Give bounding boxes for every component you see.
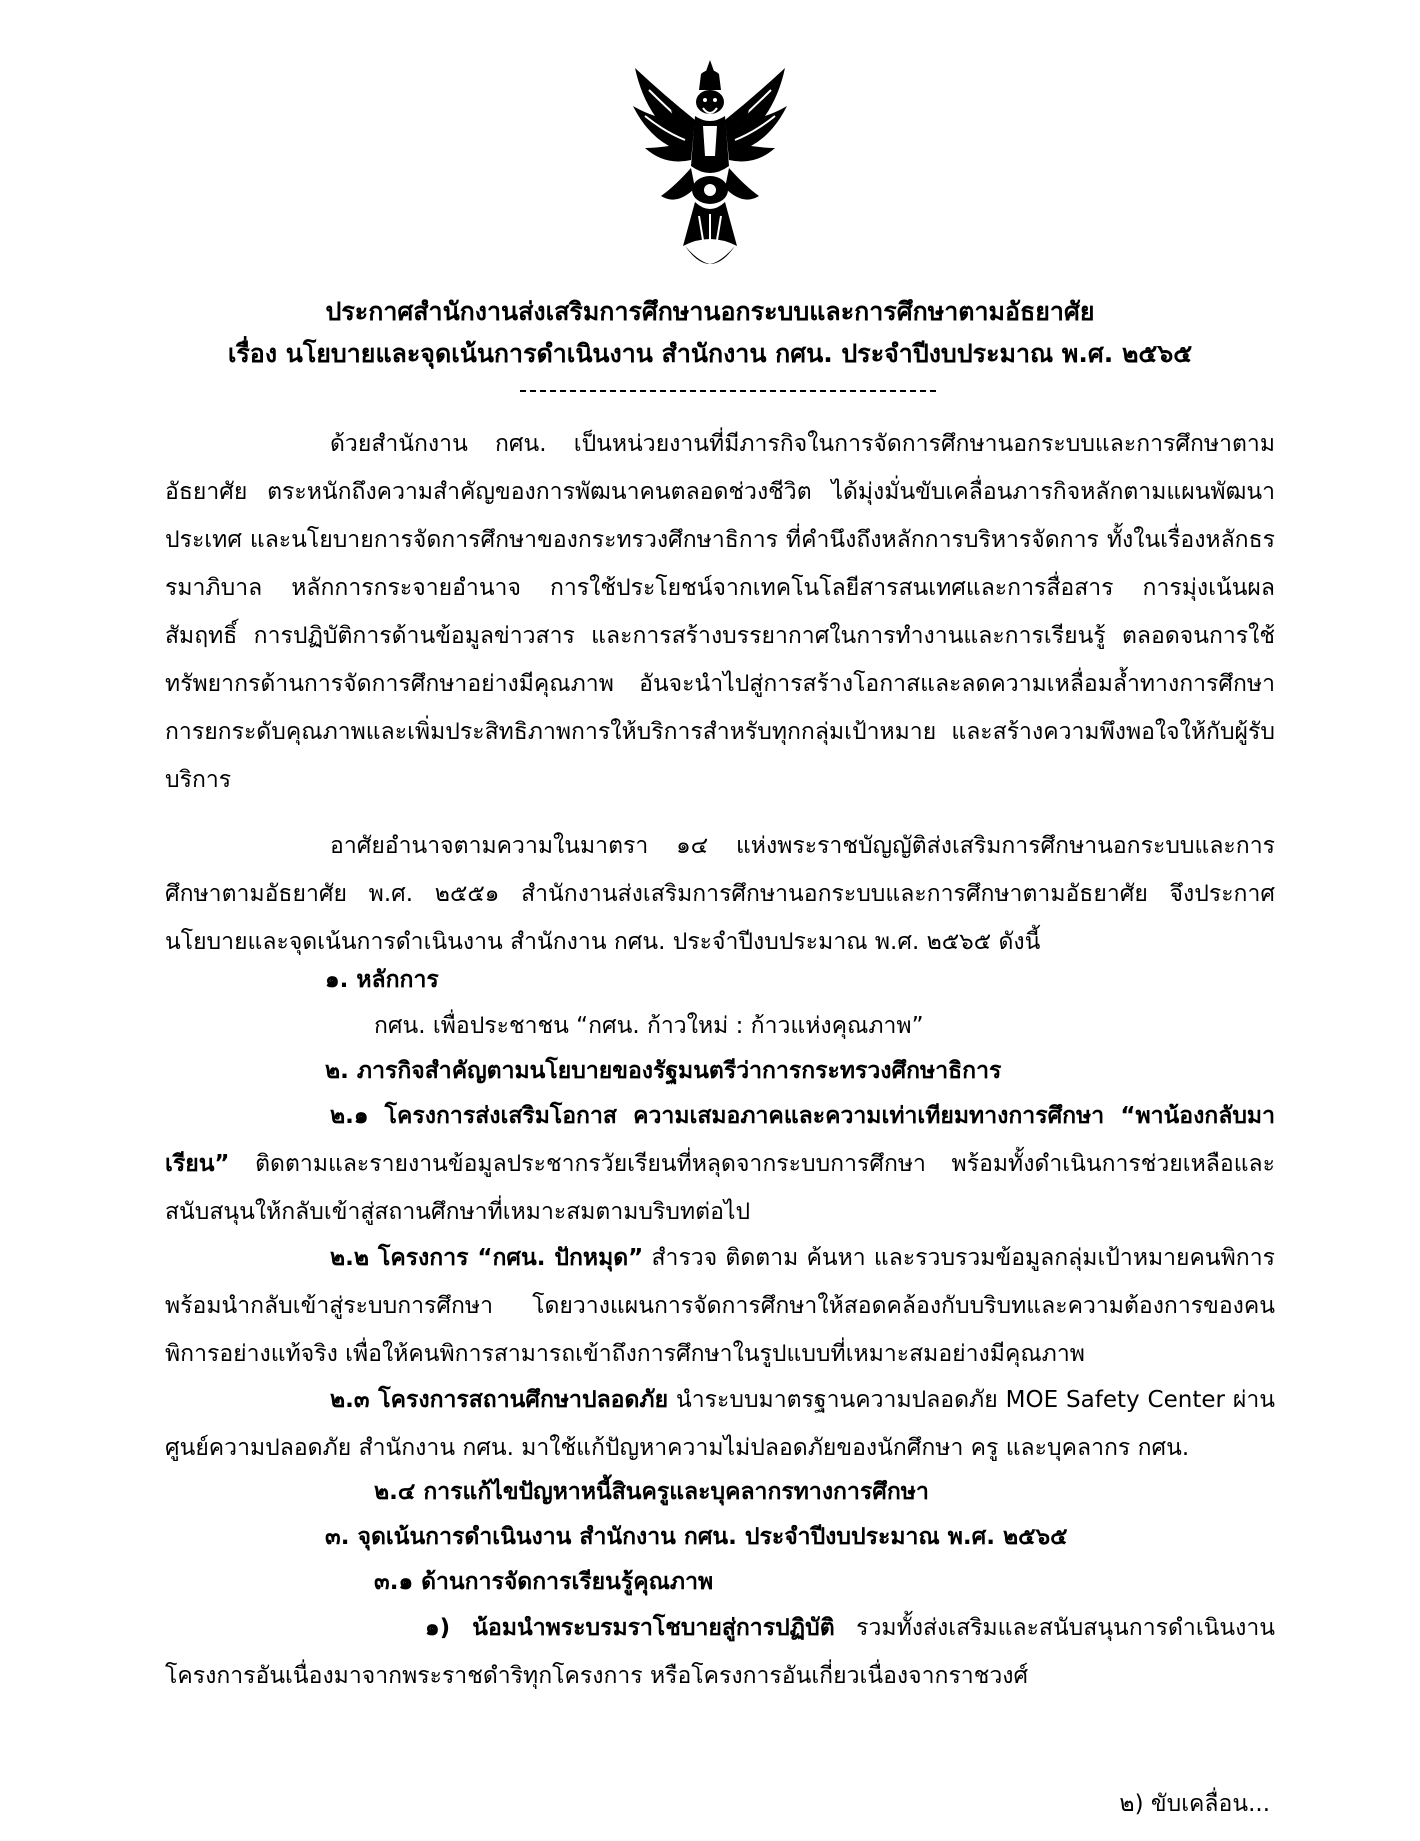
item-3-1-1-text: รวมทั้งส่งเสริมและสนับสนุนการดำเนินงานโครงการอันเนื่องมาจากพระราชดำริทุกโครงการ หรือโครงการอันเกี่ยวเนื่องจากราชวงศ์ [165,1615,1275,1689]
item-3-1-heading: ๓.๑ ด้านการจัดการเรียนรู้คุณภาพ [374,1569,714,1595]
intro-paragraph [165,420,1275,804]
continuation-marker: ๒) ขับเคลื่อน... [1119,1791,1270,1817]
item-2-3 [165,1376,1275,1472]
announcement-title: ประกาศสำนักงานส่งเสริมการศึกษานอกระบบและการศึกษาตามอัธยาศัย [325,297,1095,326]
item-2-2-text: สำรวจ ติดตาม ค้นหา และรวบรวมข้อมูลกลุ่มเป้าหมายคนพิการ พร้อมนำกลับเข้าสู่ระบบการศึกษา โดยวางแผนการจัดการศึกษาให้สอดคล้องกับบริบทและความต้องการของคนพิการอย่างแท้จริง เพื่อให้คนพิการสามารถเข้าถึงการศึกษาในรูปแบบที่เหมาะสมอย่างมีคุณภาพ [165,1245,1275,1367]
item-2-2 [165,1234,1275,1378]
item-2-1 [165,1092,1275,1236]
title-divider [520,390,936,392]
section-2-heading: ๒. ภารกิจสำคัญตามนโยบายของรัฐมนตรีว่าการกระทรวงศึกษาธิการ [325,1058,1002,1084]
announcement-subject: เรื่อง นโยบายและจุดเน้นการดำเนินงาน สำนักงาน กศน. ประจำปีงบประมาณ พ.ศ. ๒๕๖๕ [227,339,1193,368]
authority-text: อาศัยอำนาจตามความในมาตรา ๑๔ แห่งพระราชบัญญัติส่งเสริมการศึกษานอกระบบและการศึกษาตามอัธยาศัย พ.ศ. ๒๕๕๑ สำนักงานส่งเสริมการศึกษานอกระบบและการศึกษาตามอัธยาศัย จึงประกาศนโยบายและจุดเน้นการดำเนินงาน สำนักงาน กศน. ประจำปีงบประมาณ พ.ศ. ๒๕๖๕ ดังนี้ [165,833,1275,955]
authority-paragraph [165,822,1275,966]
section-1-text: กศน. เพื่อประชาชน “กศน. ก้าวใหม่ : ก้าวแห่งคุณภาพ” [374,1013,924,1039]
section-3-heading: ๓. จุดเน้นการดำเนินงาน สำนักงาน กศน. ประจำปีงบประมาณ พ.ศ. ๒๕๖๕ [325,1524,1068,1550]
item-2-1-title: ๒.๑ โครงการส่งเสริมโอกาส ความเสมอภาคและความเท่าเทียมทางการศึกษา “พาน้องกลับมาเรียน” [165,1103,1275,1177]
item-2-4-heading: ๒.๔ การแก้ไขปัญหาหนี้สินครูและบุคลากรทางการศึกษา [374,1479,929,1505]
garuda-emblem-icon [625,56,795,282]
item-2-3-text: นำระบบมาตรฐานความปลอดภัย MOE Safety Center ผ่านศูนย์ความปลอดภัย สำนักงาน กศน. มาใช้แก้ปัญหาความไม่ปลอดภัยของนักศึกษา ครู และบุคลากร กศน. [165,1387,1275,1461]
section-1-heading: ๑. หลักการ [325,967,439,993]
intro-text: ด้วยสำนักงาน กศน. เป็นหน่วยงานที่มีภารกิจในการจัดการศึกษานอกระบบและการศึกษาตามอัธยาศัย ตระหนักถึงความสำคัญของการพัฒนาคนตลอดช่วงชีวิต ได้มุ่งมั่นขับเคลื่อนภารกิจหลักตามแผนพัฒนาประเทศ และนโยบายการจัดการศึกษาของกระทรวงศึกษาธิการ ที่คำนึงถึงหลักการบริหารจัดการ ทั้งในเรื่องหลักธรรมาภิบาล หลักการกระจายอำนาจ การใช้ประโยชน์จากเทคโนโลยีสารสนเทศและการสื่อสาร การมุ่งเน้นผลสัมฤทธิ์ การปฏิบัติการด้านข้อมูลข่าวสาร และการสร้างบรรยากาศในการทำงานและการเรียนรู้ ตลอดจนการใช้ทรัพยากรด้านการจัดการศึกษาอย่างมีคุณภาพ อันจะนำไปสู่การสร้างโอกาสและลดความเหลื่อมล้ำทางการศึกษา การยกระดับคุณภาพและเพิ่มประสิทธิภาพการให้บริการสำหรับทุกกลุ่มเป้าหมาย และสร้างความพึงพอใจให้กับผู้รับบริการ [165,431,1275,793]
item-2-3-title: ๒.๓ โครงการสถานศึกษาปลอดภัย [330,1387,669,1413]
item-3-1-1 [165,1604,1275,1700]
item-2-2-title: ๒.๒ โครงการ “กศน. ปักหมุด” [330,1245,644,1271]
item-3-1-1-title: ๑) น้อมนำพระบรมราโชบายสู่การปฏิบัติ [425,1615,835,1641]
item-2-1-text: ติดตามและรายงานข้อมูลประชากรวัยเรียนที่หลุดจากระบบการศึกษา พร้อมทั้งดำเนินการช่วยเหลือและสนับสนุนให้กลับเข้าสู่สถานศึกษาที่เหมาะสมตามบริบทต่อไป [165,1151,1275,1225]
